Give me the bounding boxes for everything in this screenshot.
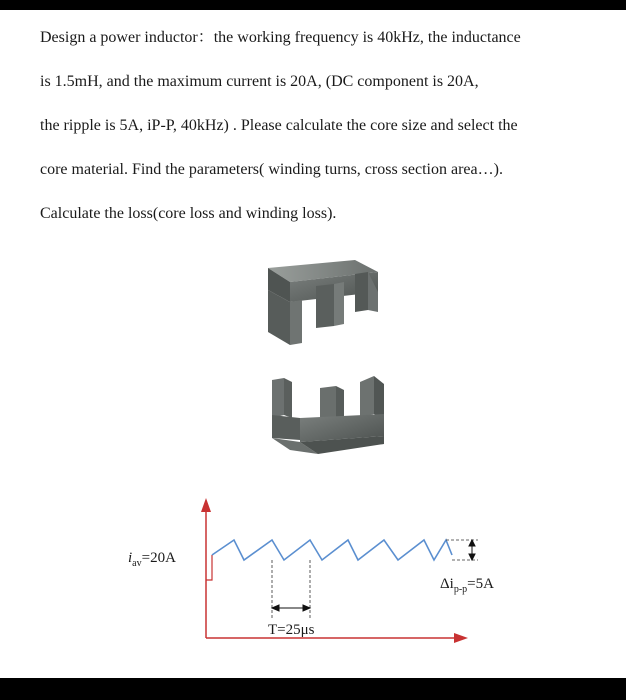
current-waveform-diagram — [0, 10, 626, 678]
period-label: T=25μs — [268, 622, 315, 638]
ripple-current-line — [212, 540, 452, 560]
problem-line-2: is 1.5mH, and the maximum current is 20A, (DC component is 20A, — [40, 73, 479, 90]
waveform-axes — [201, 498, 468, 643]
average-current-label: $i_{av}=20A$ — [128, 550, 176, 569]
ripple-magnitude-arrow-icon — [469, 540, 475, 560]
problem-line-4: core material. Find the parameters( winding turns, cross section area…). — [40, 161, 503, 178]
problem-line-3: the ripple is 5A, iP-P, 40kHz) . Please calculate the core size and select the — [40, 117, 518, 134]
ripple-current-label: $\Delta i_{p-p}=5A$ — [440, 576, 494, 595]
problem-line-5: Calculate the loss(core loss and winding loss). — [40, 205, 337, 222]
y-axis-arrow-icon — [201, 498, 211, 512]
period-arrow-icon — [272, 605, 310, 611]
document-page — [0, 10, 626, 678]
x-axis-arrow-icon — [454, 633, 468, 643]
problem-line-1: Design a power inductor：the working frequency is 40kHz, the inductance — [40, 29, 521, 46]
